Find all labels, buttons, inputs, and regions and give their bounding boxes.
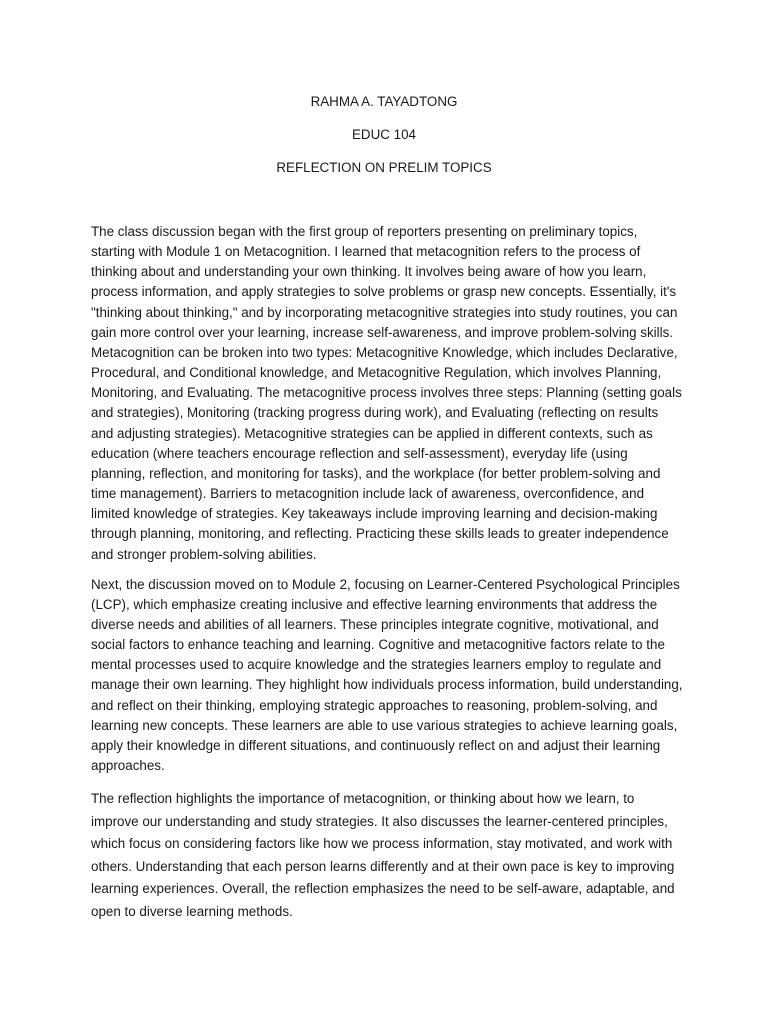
paragraph-learner-centered-principles: Next, the discussion moved on to Module 2, focusing on Learner-Centered Psychological Principles (LCP), which emphasize creating inclusive and effective learning environments that address the diverse needs and abilities of all learners. These principles integrate cognitive, motivational, and social factors to enhance teaching and learning. Cognitive and metacognitive factors relate to the mental processes used to acquire knowledge and the strategies learners employ to regulate and manage their own learning. They highlight how individuals process information, build understanding, and reflect on their thinking, employing strategic approaches to reasoning, problem-solving, and learning new concepts. These learners are able to use various strategies to achieve learning goals, apply their knowledge in different situations, and continuously reflect on and adjust their learning approaches. [91, 577, 683, 773]
course-code: EDUC 104 [351, 127, 416, 142]
paragraph-metacognition: The class discussion began with the first group of reporters presenting on preliminary topics, starting with Module 1 on Metacognition. I learned that metacognition refers to the process of thinking about and understanding your own thinking. It involves being aware of how you learn, process information, and apply strategies to solve problems or grasp new concepts. Essentially, it's "thinking about thinking," and by incorporating metacognitive strategies into study routines, you can gain more control over your learning, increase self-awareness, and improve problem-solving skills. Metacognition can be broken into two types: Metacognitive Knowledge, which includes Declarative, Procedural, and Conditional knowledge, and Metacognitive Regulation, which involves Planning, Monitoring, and Evaluating. The metacognitive process involves three steps: Planning (setting goals and strategies), Monitoring (tracking progress during work), and Evaluating (reflecting on results and adjusting strategies). Metacognitive strategies can be applied in different contexts, such as education (where teachers encourage reflection and self-assessment), everyday life (using planning, reflection, and monitoring for tasks), and the workplace (for better problem-solving and time management). Barriers to metacognition include lack of awareness, overconfidence, and limited knowledge of strategies. Key takeaways include improving learning and decision-making through planning, monitoring, and reflecting. Practicing these skills leads to greater independence and stronger problem-solving abilities. [91, 224, 682, 562]
paragraph-reflection-summary: The reflection highlights the importance of metacognition, or thinking about how we learn, to improve our understanding and study strategies. It also discusses the learner-centered principles, which focus on considering factors like how we process information, stay motivated, and work with others. Understanding that each person learns differently and at their own pace is key to improving learning experiences. Overall, the reflection emphasizes the need to be self-aware, adaptable, and open to diverse learning methods. [91, 791, 675, 919]
document-title: REFLECTION ON PRELIM TOPICS [276, 160, 492, 175]
author-name: RAHMA A. TAYADTONG [310, 94, 458, 109]
